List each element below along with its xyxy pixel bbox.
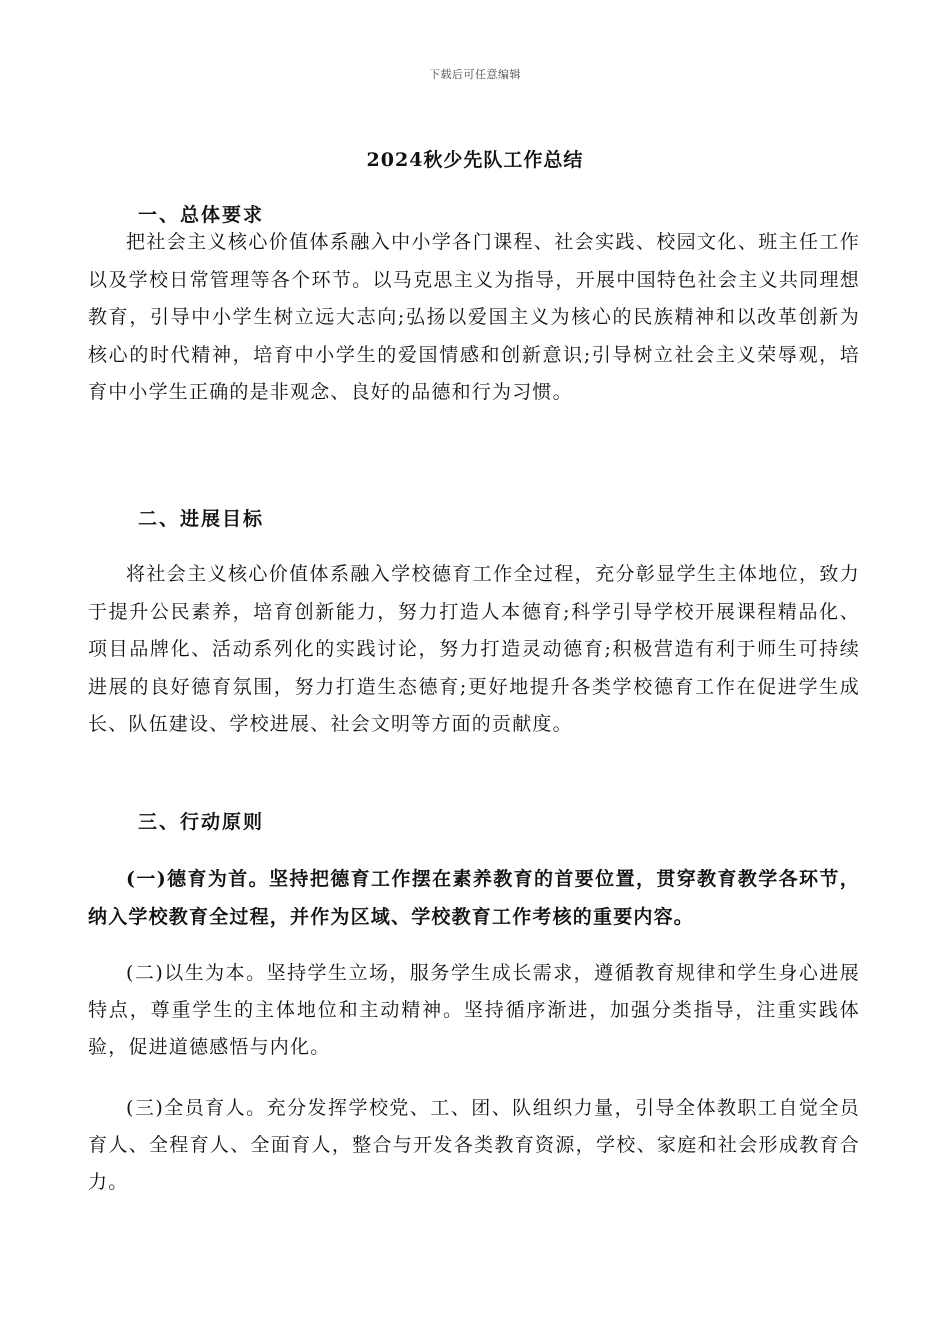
section-heading: 二、进展目标 xyxy=(138,508,265,530)
principle-1 xyxy=(88,860,860,936)
principle-paragraph: (二)以生为本。坚持学生立场，服务学生成长需求，遵循教育规律和学生身心进展特点，尊重学生的主体地位和主动精神。坚持循序渐进，加强分类指导，注重实践体验，促进道德感悟与内化。 xyxy=(88,962,860,1058)
principle-paragraph: (三)全员育人。充分发挥学校党、工、团、队组织力量，引导全体教职工自觉全员育人、全程育人、全面育人，整合与开发各类教育资源，学校、家庭和社会形成教育合力。 xyxy=(88,1097,860,1193)
page-title: 2024秋少先队工作总结 xyxy=(366,149,584,171)
header-note: 下载后可任意编辑 xyxy=(429,68,521,81)
section-1-body xyxy=(88,224,860,412)
principle-2 xyxy=(88,955,860,1066)
principle-3 xyxy=(88,1090,860,1201)
section-2-body xyxy=(88,556,860,744)
section-2 xyxy=(88,504,860,534)
section-paragraph: 将社会主义核心价值体系融入学校德育工作全过程，充分彰显学生主体地位，致力于提升公民素养，培育创新能力，努力打造人本德育;科学引导学校开展课程精品化、项目品牌化、活动系列化的实践讨论，努力打造灵动德育;积极营造有利于师生可持续进展的良好德育氛围，努力打造生态德育;更好地提升各类学校德育工作在促进学生成长、队伍建设、学校进展、社会文明等方面的贡献度。 xyxy=(88,563,860,735)
principle-paragraph: (一)德育为首。坚持把德育工作摆在素养教育的首要位置，贯穿教育教学各环节，纳入学校教育全过程，并作为区域、学校教育工作考核的重要内容。 xyxy=(88,868,860,928)
section-paragraph: 把社会主义核心价值体系融入中小学各门课程、社会实践、校园文化、班主任工作以及学校日常管理等各个环节。以马克思主义为指导，开展中国特色社会主义共同理想教育，引导中小学生树立远大志向;弘扬以爱国主义为核心的民族精神和以改革创新为核心的时代精神，培育中小学生的爱国情感和创新意识;引导树立社会主义荣辱观，培育中小学生正确的是非观念、良好的品德和行为习惯。 xyxy=(88,231,860,403)
section-heading: 三、行动原则 xyxy=(138,811,265,833)
section-3 xyxy=(88,807,860,837)
section-heading: 一、总体要求 xyxy=(138,204,265,226)
